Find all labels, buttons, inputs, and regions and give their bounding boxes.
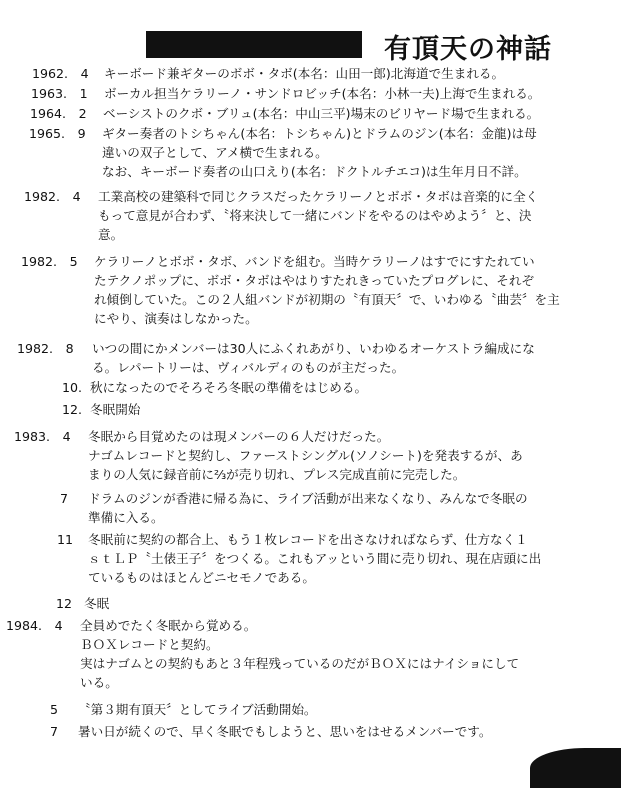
entry-line: れ傾倒していた。この２人組バンドが初期の〝有頂天〞で、いわゆる〝曲芸〞を主	[94, 292, 560, 307]
entry-date: 1982. 5	[21, 254, 78, 269]
entry-date: 1982. 8	[17, 341, 74, 356]
entry-text	[88, 427, 523, 484]
entry-text	[98, 187, 538, 244]
entry-date: 5	[50, 702, 59, 717]
entry-line: なお、キーボード奏者の山口えり(本名：ドクトルチエコ)は生年月日不詳。	[102, 164, 527, 179]
entry-date: 7	[50, 724, 59, 739]
entry-date: 12.	[62, 402, 83, 417]
entry-date: 11	[57, 532, 74, 547]
entry-line: 冬眠から目覚めたのは現メンバーの６人だけだった。	[88, 429, 390, 444]
entry-date: 1962. 4	[32, 66, 89, 81]
entry-date: 1983. 4	[14, 429, 71, 444]
entry-line: ボーカル担当ケラリーノ・サンドロビッチ(本名：小林一夫)上海で生まれる。	[104, 86, 541, 101]
entry-text	[92, 339, 535, 377]
entry-text	[78, 722, 491, 741]
entry-line: 暑い日が続くので、早く冬眠でもしようと、思いをはせるメンバーです。	[78, 724, 492, 739]
entry-line: ドラムのジンが香港に帰る為に、ライブ活動が出来なくなり、みんなで冬眠の	[88, 491, 528, 506]
entry-line: いつの間にかメンバーは30人にふくれあがり、いわゆるオーケストラ編成にな	[92, 341, 535, 356]
entry-line: 全員めでたく冬眠から覚める。	[80, 618, 257, 633]
entry-line: ベーシストのクボ・ブリュ(本名：中山三平)場末のビリヤード場で生まれる。	[103, 106, 540, 121]
entry-text	[90, 400, 140, 419]
entry-text	[90, 378, 367, 397]
entry-line: ケラリーノとボボ・タボ、バンドを組む。当時ケラリーノはすでにすたれてい	[94, 254, 535, 269]
entry-line: ギター奏者のトシちゃん(本名：トシちゃん)とドラムのジン(本名：金龍)は母	[102, 126, 537, 141]
entry-text	[103, 104, 539, 123]
entry-line: 工業高校の建築科で同じクラスだったケラリーノとボボ・タボは音楽的に全く	[98, 189, 539, 204]
entry-line: 冬眠	[84, 596, 110, 611]
redaction-bar	[146, 31, 362, 58]
entry-line: 意。	[98, 227, 124, 242]
entry-line: る。レパートリーは、ヴィバルディのものが主だった。	[92, 360, 405, 375]
corner-shadow	[530, 748, 621, 788]
page-title: 有頂天の神話	[384, 34, 552, 65]
entry-text	[84, 594, 109, 613]
entry-text	[104, 64, 504, 83]
entry-text	[102, 124, 537, 181]
entry-line: にやり、演奏はしなかった。	[94, 311, 258, 326]
entry-line: たテクノポップに、ボボ・タボはやはりすたれきっていたプログレに、それぞ	[94, 273, 535, 288]
entry-date: 1963. 1	[31, 86, 88, 101]
entry-date: 1984. 4	[6, 618, 63, 633]
entry-text	[78, 700, 317, 719]
entry-date: 7	[60, 491, 69, 506]
entry-line: ているものはほとんどニセモノである。	[88, 570, 315, 585]
entry-line: いる。	[80, 675, 118, 690]
entry-text	[104, 84, 540, 103]
entry-line: ｓｔＬＰ〝土俵王子〞をつくる。これもアッという間に売り切れ、現在店頭に出	[88, 551, 542, 566]
entry-date: 10.	[62, 380, 83, 395]
entry-line: まりの人気に録音前に⅔が売り切れ、プレス完成直前に完売した。	[88, 467, 466, 482]
entry-line: ＢＯＸレコードと契約。	[80, 637, 219, 652]
entry-line: もって意見が合わず、〝将来決して一緒にバンドをやるのはやめよう〞と、決	[98, 208, 532, 223]
entry-date: 1965. 9	[29, 126, 86, 141]
entry-line: 秋になったのでそろそろ冬眠の準備をはじめる。	[90, 380, 368, 395]
entry-line: 実はナゴムとの契約もあと３年程残っているのだがＢＯＸにはナイショにして	[80, 656, 520, 671]
entry-text	[80, 616, 519, 692]
entry-line: キーボード兼ギターのボボ・タボ(本名：山田一郎)北海道で生まれる。	[104, 66, 505, 81]
entry-line: ナゴムレコードと契約し、ファーストシングル(ソノシート)を発表するが、あ	[88, 448, 523, 463]
entry-date: 12	[56, 596, 73, 611]
entry-text	[94, 252, 560, 328]
entry-line: 違いの双子として、アメ横で生まれる。	[102, 145, 328, 160]
entry-line: 準備に入る。	[88, 510, 164, 525]
entry-line: 冬眠開始	[90, 402, 141, 417]
entry-line: 〝第３期有頂天〞としてライブ活動開始。	[78, 702, 317, 717]
entry-date: 1964. 2	[30, 106, 87, 121]
entry-text	[88, 530, 541, 587]
entry-date: 1982. 4	[24, 189, 81, 204]
entry-line: 冬眠前に契約の都合上、もう１枚レコードを出さなければならず、仕方なく１	[88, 532, 528, 547]
entry-text	[88, 489, 528, 527]
